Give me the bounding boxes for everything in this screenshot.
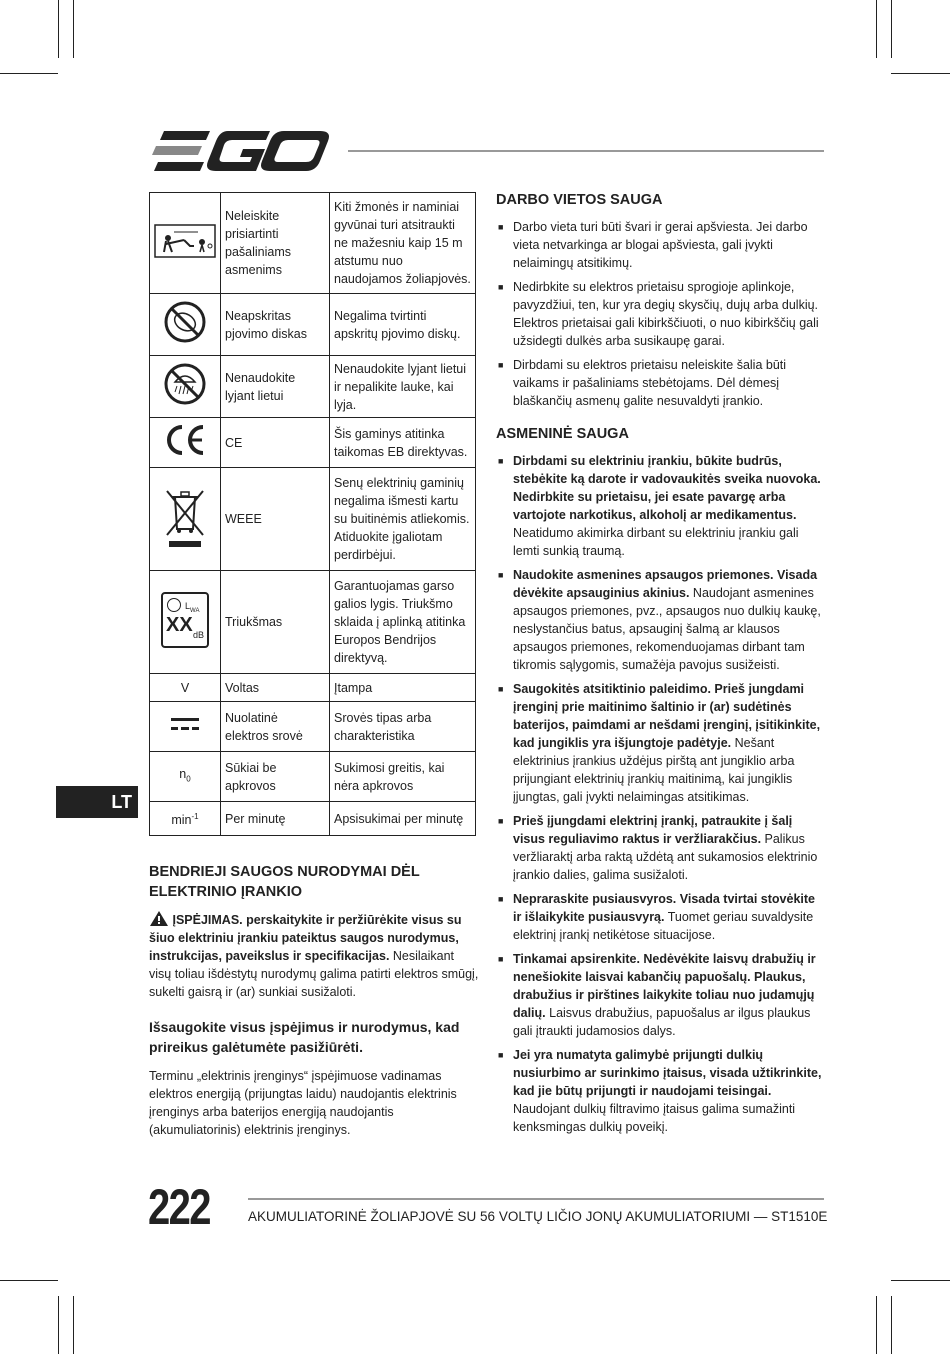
crop-mark [0,73,58,74]
symbol-description: Įtampa [330,674,476,702]
table-row [150,294,476,356]
symbol-table [149,192,476,836]
crop-mark [891,1296,892,1354]
crop-mark [73,0,74,58]
crop-mark [58,1296,59,1354]
section-heading: BENDRIEJI SAUGOS NURODYMAI DĖL ELEKTRINIO ĮRANKIO [149,864,420,900]
table-row [150,418,476,468]
no-load-speed-symbol: $n_0$ [150,752,221,802]
ego-logo [150,131,330,171]
volt-symbol: V [150,674,221,702]
save-instructions-heading: Išsaugokite visus įspėjimus ir nurodymus, kad prireikus galėtumėte pasižiūrėti. [149,1019,460,1055]
table-row [150,702,476,752]
symbol-description: Negalima tvirtinti apskritų pjovimo diskų. [330,294,476,356]
warning-paragraph [149,910,479,1001]
symbol-description: Sukimosi greitis, kai nėra apkrovos [330,752,476,802]
noise-value-label: XX [166,613,193,636]
warning-text: Nesilaikant visų toliau išdėstytų nurodymų galima patirti elektros smūgį, sukelti gaisrą ir (ar) sunkiai susižaloti. [149,949,479,999]
table-row [150,468,476,571]
weee-bin-icon [150,468,221,571]
symbol-name: WEEE [221,468,330,571]
list-item: ■ Darbo vieta turi būti švari ir gerai apšviesta. Jei darbo vieta netvarkinga ar blogai apšviesta, gali įvykti nelaimingų atsitikimų. [496,218,826,272]
symbol-description: Apsisukimai per minutę [330,802,476,836]
warning-bold-text: ĮSPĖJIMAS. perskaitykite ir peržiūrėkite visus su šiuo elektriniu įrankiu pateiktus saugos nurodymus, instrukcijas, paveikslus ir specifikacijas. [149,913,462,963]
list-item: ■ Prieš įjungdami elektrinį įrankį, patraukite į šalį visus reguliavimo raktus ir veržliarakčius. Palikus veržliaraktį arba raktą uždėtą ant sukamosios elektrinio įrankio dalies, galima susižaloti. [496,812,826,884]
symbol-description: Šis gaminys atitinka taikomas EB direktyvas. [330,418,476,468]
symbol-name: Nuolatinė elektros srovė [221,702,330,752]
table-row [150,752,476,802]
list-item: ■ Dirbdami su elektros prietaisu neleiskite šalia būti vaikams ir pašaliniams stebėtojams. Dėl dėmesį blaškančių asmenų galite nesuvaldyti įrankio. [496,356,826,410]
per-minute-symbol: $\min^{-1}$ [150,802,221,836]
symbol-name: Sūkiai be apkrovos [221,752,330,802]
general-safety-section [149,862,479,1149]
symbol-name: Neleiskite prisiartinti pašaliniams asmenims [221,193,330,294]
crop-mark [891,0,892,58]
section-heading: DARBO VIETOS SAUGA [496,192,663,208]
no-rain-icon [150,356,221,418]
symbol-name: Nenaudokite lyjant lietui [221,356,330,418]
crop-mark [0,1280,58,1281]
symbol-name: Voltas [221,674,330,702]
crop-mark [876,1296,877,1354]
warning-triangle-icon [149,910,169,927]
footer-rule [248,1198,824,1200]
crop-mark [891,1280,950,1281]
symbol-name: Per minutę [221,802,330,836]
list-item: ■ Nedirbkite su elektros prietaisu sprogioje aplinkoje, pavyzdžiui, ten, kur yra degių skysčių, dujų arba dulkių. Elektros prietaisai gali kibirkščiuoti, o nuo kibirkščių gali užsidegti dulkės arba susikaupę garai. [496,278,826,350]
list-item: ■ Tinkamai apsirenkite. Nedėvėkite laisvų drabužių ir nenešiokite laisvai kabančių papuošalų. Plaukus, drabužius ir pirštines laikykite toliau nuo judamųjų dalių. Laisvus drabužius, papuošalus ar ilgus plaukus gali įtraukti judamosios dalys. [496,950,826,1040]
symbol-description: Nenaudokite lyjant lietui ir nepalikite lauke, kai lyja. [330,356,476,418]
no-closed-disc-icon [150,294,221,356]
list-item: ■ Naudokite asmenines apsaugos priemones. Visada dėvėkite apsauginius akinius. Naudojant asmenines apsaugos priemones, pvz., apsaugos nuo dulkių kaukę, neslystančius batus, apsauginį šalmą ar klausos apsaugos priemones, rekomenduojamas dirbant tam tikromis sąlygomis, sumažėja pavojus susižeisti. [496,566,826,674]
crop-mark [73,1296,74,1354]
footer-title: AKUMULIATORINĖ ŽOLIAPJOVĖ SU 56 VOLTŲ LIČIO JONŲ AKUMULIATORIUMI — ST1510E [248,1209,828,1224]
symbol-description: Kiti žmonės ir naminiai gyvūnai turi atsitraukti ne mažesniu kaip 15 m atstumu nuo naudojamos žoliapjovės. [330,193,476,294]
list-item: ■ Dirbdami su elektriniu įrankiu, būkite budrūs, stebėkite ką darote ir vadovaukitės sveika nuovoka. Nedirbkite su prietaisu, jei esate pavargę arba vartojote narkotikus, alkoholį ar medikamentus. Neatidumo akimirka dirbant su elektriniu įrankiu gali lemti sunkią traumą. [496,452,826,560]
table-row [150,571,476,674]
language-tab: LT [56,786,138,818]
list-item: ■ Saugokitės atsitiktinio paleidimo. Prieš jungdami įrenginį prie maitinimo šaltinio ir (ar) sudėtinės baterijos, paimdami ar nešdami įrenginį, įsitikinkite, kad jungiklis yra išjungtoje padėtyje. Nešant elektrinius įrankius uždėjus pirštą ant jungiklio arba prijungiant elektrinių įrankių maitinimą, kai jungiklis įjungtas, gali įvykti nelaimingas atsitikimas. [496,680,826,806]
symbol-description: Senų elektrinių gaminių negalima išmesti kartu su buitinėmis atliekomis. Atiduokite įgaliotam perdirbėjui. [330,468,476,571]
ce-mark-icon [150,418,221,468]
table-row [150,802,476,836]
page-number: 222 [148,1179,210,1235]
table-row [150,193,476,294]
direct-current-icon [150,702,221,752]
table-row [150,674,476,702]
noise-level-icon: $L_{WA}$ XX dB [150,571,221,674]
personal-safety-list [496,452,826,1136]
header-rule [348,150,824,152]
symbol-name: Neapskritas pjovimo diskas [221,294,330,356]
symbol-description: Garantuojamas garso galios lygis. Triukšmo sklaida į aplinką atitinka Europos Bendrijos direktyvą. [330,571,476,674]
symbol-description: Srovės tipas arba charakteristika [330,702,476,752]
work-area-list [496,218,826,410]
table-row [150,356,476,418]
section-heading: ASMENINĖ SAUGA [496,426,629,442]
term-definition: Terminu „elektrinis įrenginys“ įspėjimuose vadinamas elektros energiją (prijungtas laidu) naudojantis elektrinis įrenginys arba baterijos energiją naudojantis (akumuliatorinis) elektrinis įrenginys. [149,1069,457,1137]
list-item: ■ Nepraraskite pusiausvyros. Visada tvirtai stovėkite ir išlaikykite pusiausvyrą. Tuomet geriau suvaldysite elektrinį įrankį netikėtose situacijose. [496,890,826,944]
bystander-distance-icon [150,193,221,294]
crop-mark [876,0,877,58]
symbol-name: CE [221,418,330,468]
crop-mark [58,0,59,58]
list-item: ■ Jei yra numatyta galimybė prijungti dulkių nusiurbimo ar surinkimo įtaisus, visada užtikrinkite, kad jie būtų prijungti ir naudojami teisingai. Naudojant dulkių filtravimo įtaisus galima sumažinti kenksmingas dulkių poveikį. [496,1046,826,1136]
right-column [496,190,826,1150]
crop-mark [891,73,950,74]
symbol-name: Triukšmas [221,571,330,674]
